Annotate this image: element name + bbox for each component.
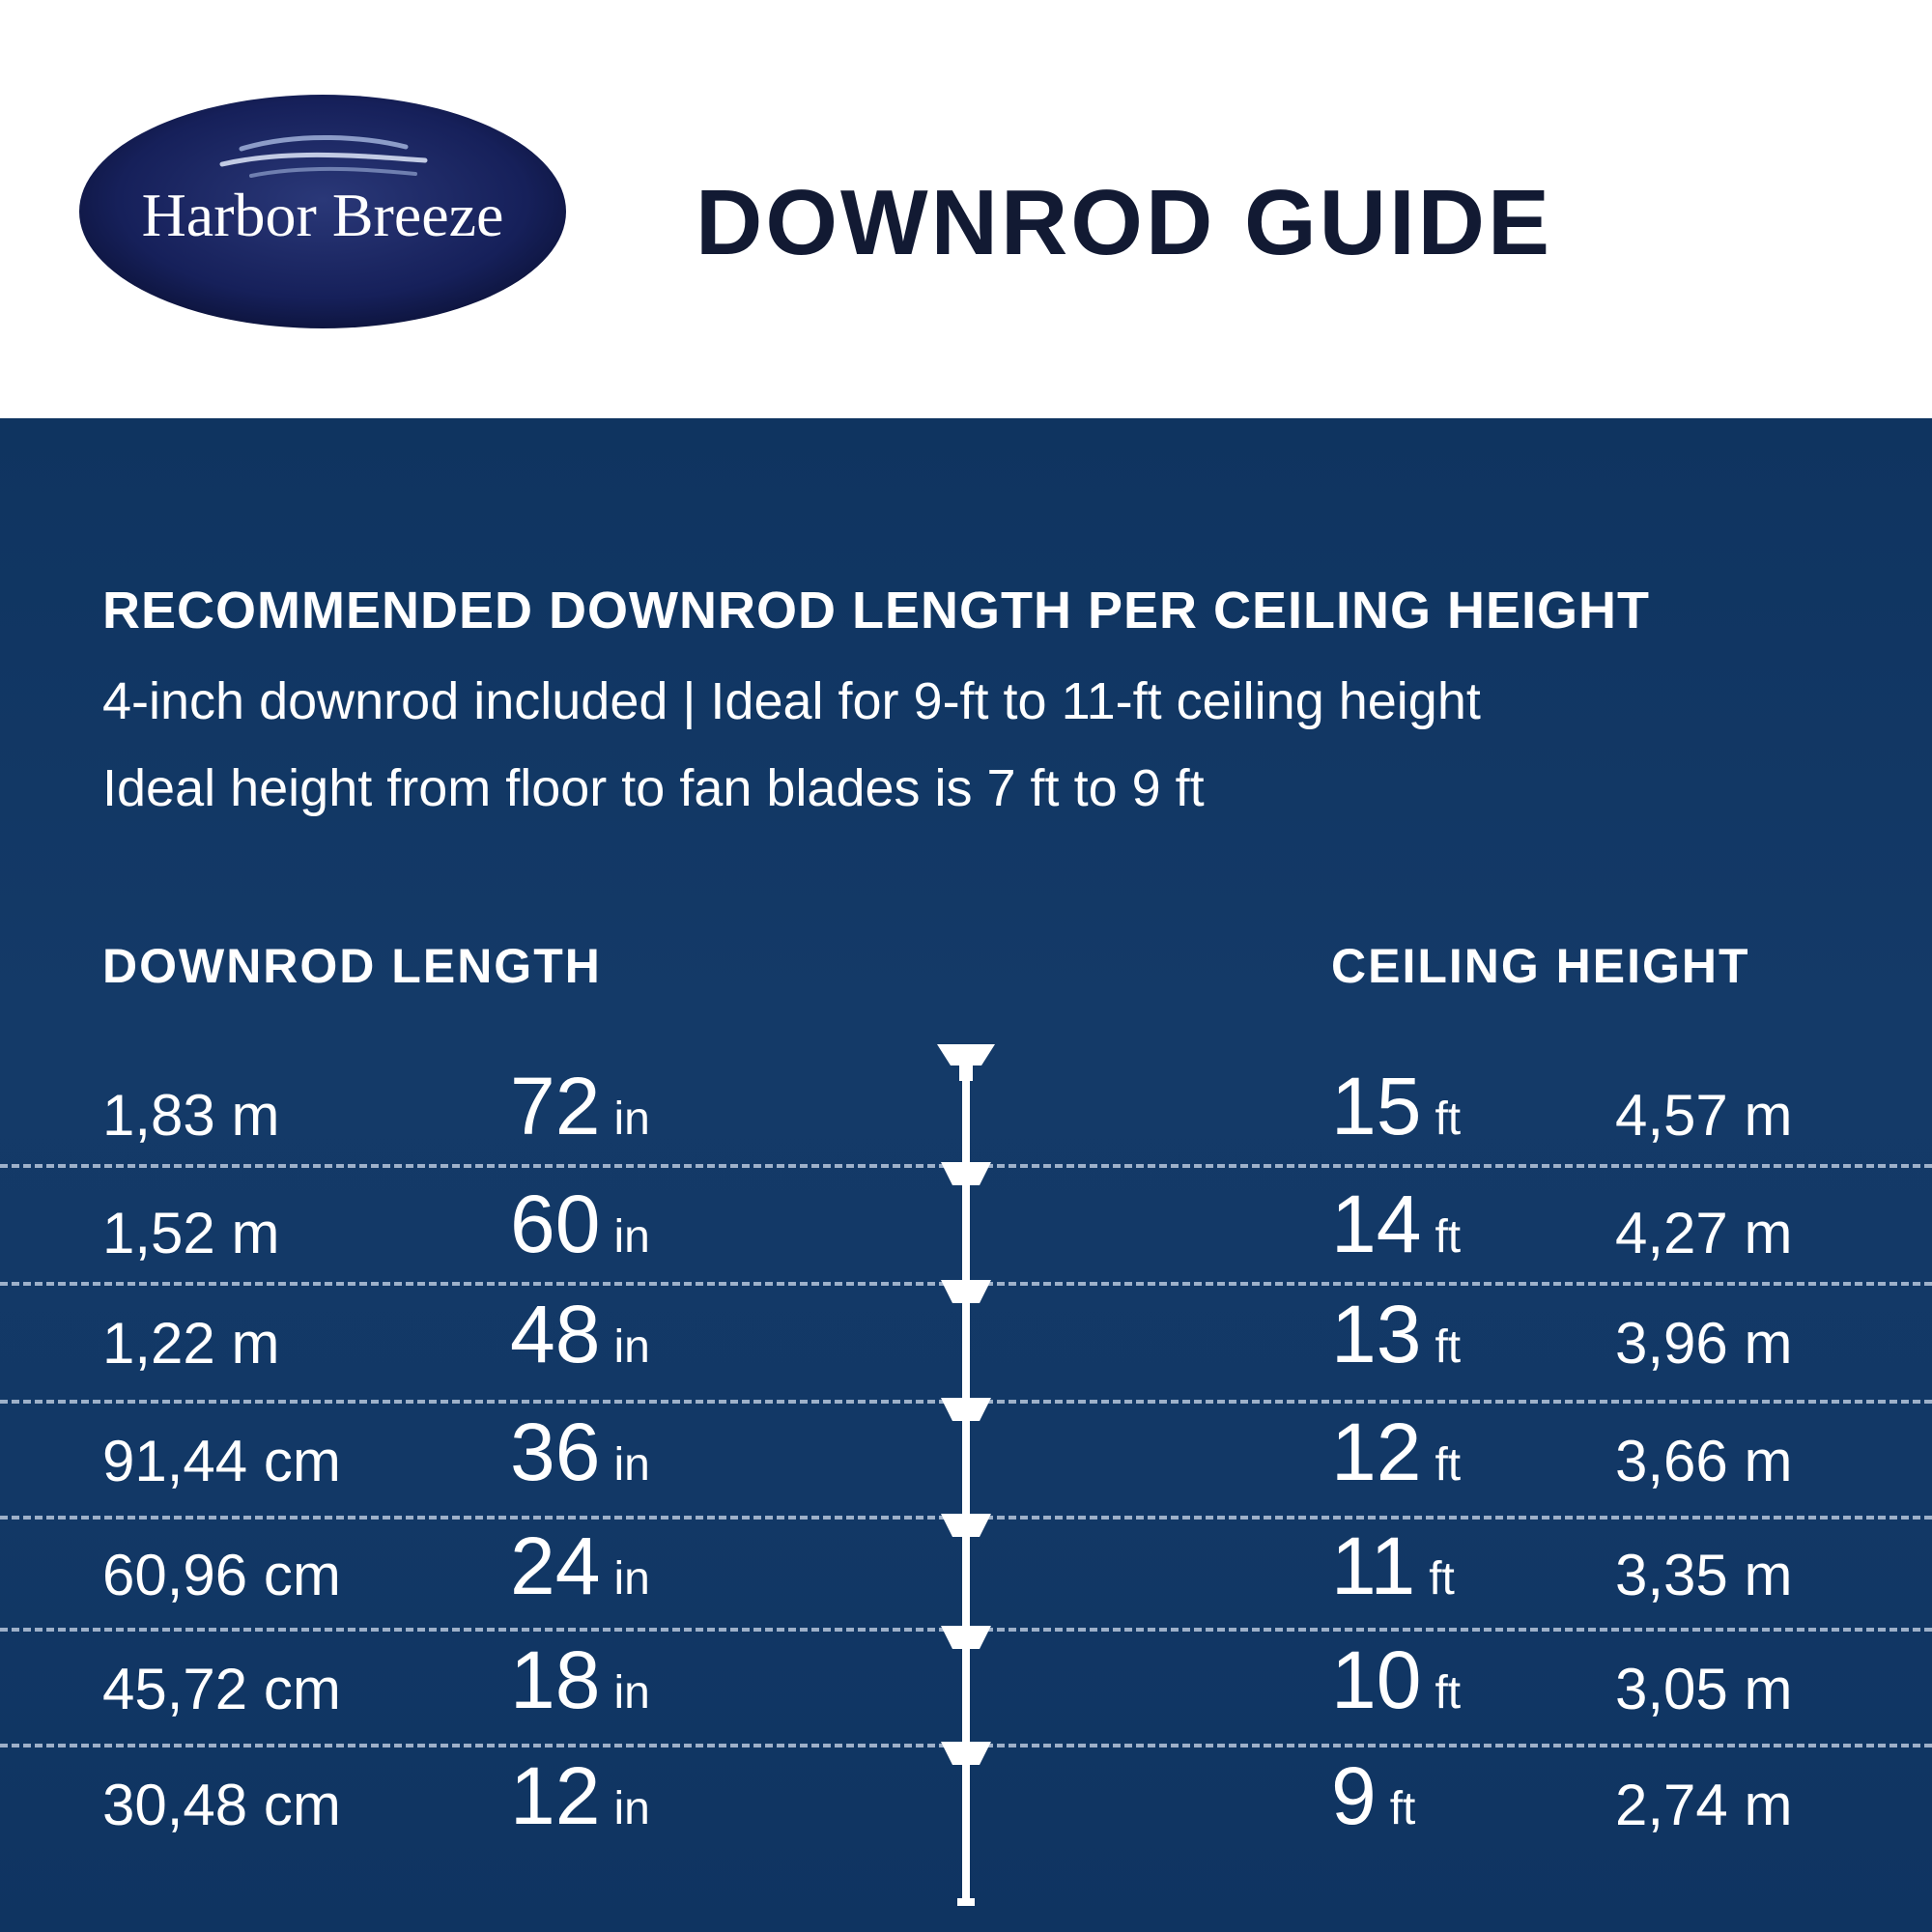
downrod-inches (510, 1520, 650, 1611)
downrod-metric: 1,83 m (102, 1083, 280, 1148)
page-title: DOWNROD GUIDE (696, 171, 1552, 274)
inch-unit: in (613, 1783, 650, 1834)
downrod-inches (510, 1406, 650, 1497)
downrod-inches-value: 18 (510, 1634, 601, 1725)
logo-graphic (77, 93, 568, 330)
harbor-breeze-logo (77, 93, 568, 330)
ceiling-feet-value: 13 (1331, 1289, 1422, 1379)
ceiling-feet (1331, 1289, 1462, 1379)
logo-text: Harbor Breeze (141, 181, 504, 249)
rod-coupler-icon (941, 1280, 991, 1303)
rod-coupler-icon (941, 1398, 991, 1421)
ideal-height-note: Ideal height from floor to fan blades is 7 ft to 9 ft (102, 759, 1205, 817)
downrod-guide-panel (0, 418, 1932, 1932)
downrod-inches-value: 72 (510, 1061, 601, 1151)
ceiling-feet-value: 14 (1331, 1179, 1422, 1269)
section-title: RECOMMENDED DOWNROD LENGTH PER CEILING HEIGHT (102, 582, 1651, 639)
ceiling-feet (1331, 1061, 1462, 1151)
downrod-icon (927, 1042, 1005, 1912)
inch-unit: in (613, 1667, 650, 1719)
downrod-metric: 91,44 cm (102, 1429, 341, 1493)
ceiling-metric: 3,05 m (1615, 1657, 1793, 1721)
downrod-end (957, 1898, 975, 1906)
downrod-inches (510, 1289, 650, 1379)
downrod-length-header: DOWNROD LENGTH (102, 939, 602, 993)
feet-unit: ft (1435, 1439, 1462, 1491)
downrod-shaft (962, 1077, 970, 1904)
rod-coupler-icon (941, 1626, 991, 1649)
feet-unit: ft (1389, 1783, 1416, 1834)
ceiling-feet (1331, 1179, 1462, 1269)
ceiling-height-header: CEILING HEIGHT (1331, 939, 1750, 993)
ceiling-feet (1331, 1406, 1462, 1497)
feet-unit: ft (1435, 1667, 1462, 1719)
downrod-inches (510, 1750, 650, 1841)
downrod-inches (510, 1061, 650, 1151)
ceiling-feet-value: 9 (1331, 1750, 1377, 1841)
downrod-inches-value: 36 (510, 1406, 601, 1497)
ceiling-feet-value: 10 (1331, 1634, 1422, 1725)
inch-unit: in (613, 1321, 650, 1373)
downrod-metric: 1,22 m (102, 1311, 280, 1376)
ceiling-feet-value: 15 (1331, 1061, 1422, 1151)
rod-coupler-icon (941, 1742, 991, 1765)
rod-coupler-icon (941, 1514, 991, 1537)
downrod-inches-value: 12 (510, 1750, 601, 1841)
ceiling-metric: 3,96 m (1615, 1311, 1793, 1376)
downrod-metric: 30,48 cm (102, 1773, 341, 1837)
included-downrod-note: 4-inch downrod included | Ideal for 9-ft to 11-ft ceiling height (102, 672, 1481, 730)
inch-unit: in (613, 1553, 650, 1605)
ceiling-metric: 4,57 m (1615, 1083, 1793, 1148)
ceiling-feet-value: 12 (1331, 1406, 1422, 1497)
inch-unit: in (613, 1211, 650, 1263)
feet-unit: ft (1435, 1211, 1462, 1263)
inch-unit: in (613, 1439, 650, 1491)
downrod-inches-value: 48 (510, 1289, 601, 1379)
ceiling-metric: 3,66 m (1615, 1429, 1793, 1493)
downrod-inches-value: 24 (510, 1520, 601, 1611)
downrod-metric: 60,96 cm (102, 1543, 341, 1607)
header (0, 0, 1932, 418)
ceiling-metric: 3,35 m (1615, 1543, 1793, 1607)
feet-unit: ft (1429, 1553, 1455, 1605)
downrod-metric: 45,72 cm (102, 1657, 341, 1721)
canopy-icon (937, 1044, 995, 1065)
ceiling-feet (1331, 1520, 1455, 1611)
ceiling-feet (1331, 1634, 1462, 1725)
downrod-inches (510, 1179, 650, 1269)
downrod-inches (510, 1634, 650, 1725)
ceiling-feet (1331, 1750, 1416, 1841)
ceiling-feet-value: 11 (1331, 1520, 1416, 1611)
downrod-metric: 1,52 m (102, 1201, 280, 1265)
inch-unit: in (613, 1094, 650, 1145)
ceiling-metric: 4,27 m (1615, 1201, 1793, 1265)
feet-unit: ft (1435, 1094, 1462, 1145)
downrod-inches-value: 60 (510, 1179, 601, 1269)
rod-coupler-icon (941, 1162, 991, 1185)
ceiling-metric: 2,74 m (1615, 1773, 1793, 1837)
feet-unit: ft (1435, 1321, 1462, 1373)
